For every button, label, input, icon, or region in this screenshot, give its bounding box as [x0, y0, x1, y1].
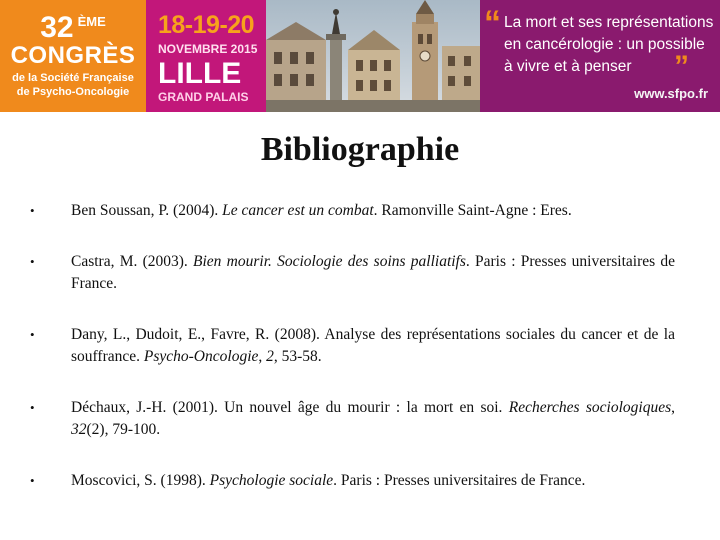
- reference-item: • Déchaux, J.-H. (2001). Un nouvel âge du mourir : la mort en soi. Recherches sociologiques, 32(2), 79-100.: [30, 399, 675, 438]
- reference-item: • Castra, M. (2003). Bien mourir. Sociologie des soins palliatifs. Paris : Presses universitaires de France.: [30, 253, 676, 292]
- congress-theme: [480, 0, 720, 112]
- reference-item: • Ben Soussan, P. (2004). Le cancer est un combat. Ramonville Saint-Agne : Eres.: [30, 200, 675, 222]
- event-city: LILLE: [158, 57, 242, 90]
- conference-banner: [0, 0, 720, 112]
- bullet-icon: •: [30, 203, 35, 218]
- close-quote-icon: ”: [674, 50, 689, 83]
- open-quote-icon: “: [484, 4, 501, 42]
- congres-label: CONGRÈS: [10, 42, 136, 69]
- bibliography-list: [30, 200, 675, 492]
- theme-tagline: La mort et ses représentations en cancérologie : un possible à vivre et à penser: [504, 14, 714, 75]
- bullet-icon: •: [30, 254, 35, 269]
- website-link[interactable]: www.sfpo.fr: [634, 86, 708, 101]
- society-name: de la Société Française de Psycho-Oncologie: [12, 72, 134, 98]
- congress-logo: [0, 0, 146, 112]
- reference-item: • Moscovici, S. (1998). Psychologie sociale. Paris : Presses universitaires de France.: [30, 470, 675, 492]
- event-month: NOVEMBRE 2015: [158, 42, 258, 56]
- edition-number: 32 $^{ÈME}$: [40, 11, 106, 44]
- belfry-illustration: [266, 0, 480, 112]
- reference-item: • Dany, L., Dudoit, E., Favre, R. (2008). Analyse des représentations sociales du cancer et de la souffrance. Psycho-Oncologie, 2, 53-58.: [30, 326, 675, 365]
- slide-title: Bibliographie: [260, 131, 460, 168]
- bullet-icon: •: [30, 400, 35, 415]
- bullet-icon: •: [30, 473, 35, 488]
- event-venue: GRAND PALAIS: [158, 90, 249, 104]
- lille-city-photo: [266, 0, 480, 112]
- bullet-icon: •: [30, 327, 35, 342]
- event-info: [146, 0, 266, 112]
- event-dates: 18-19-20: [158, 11, 255, 39]
